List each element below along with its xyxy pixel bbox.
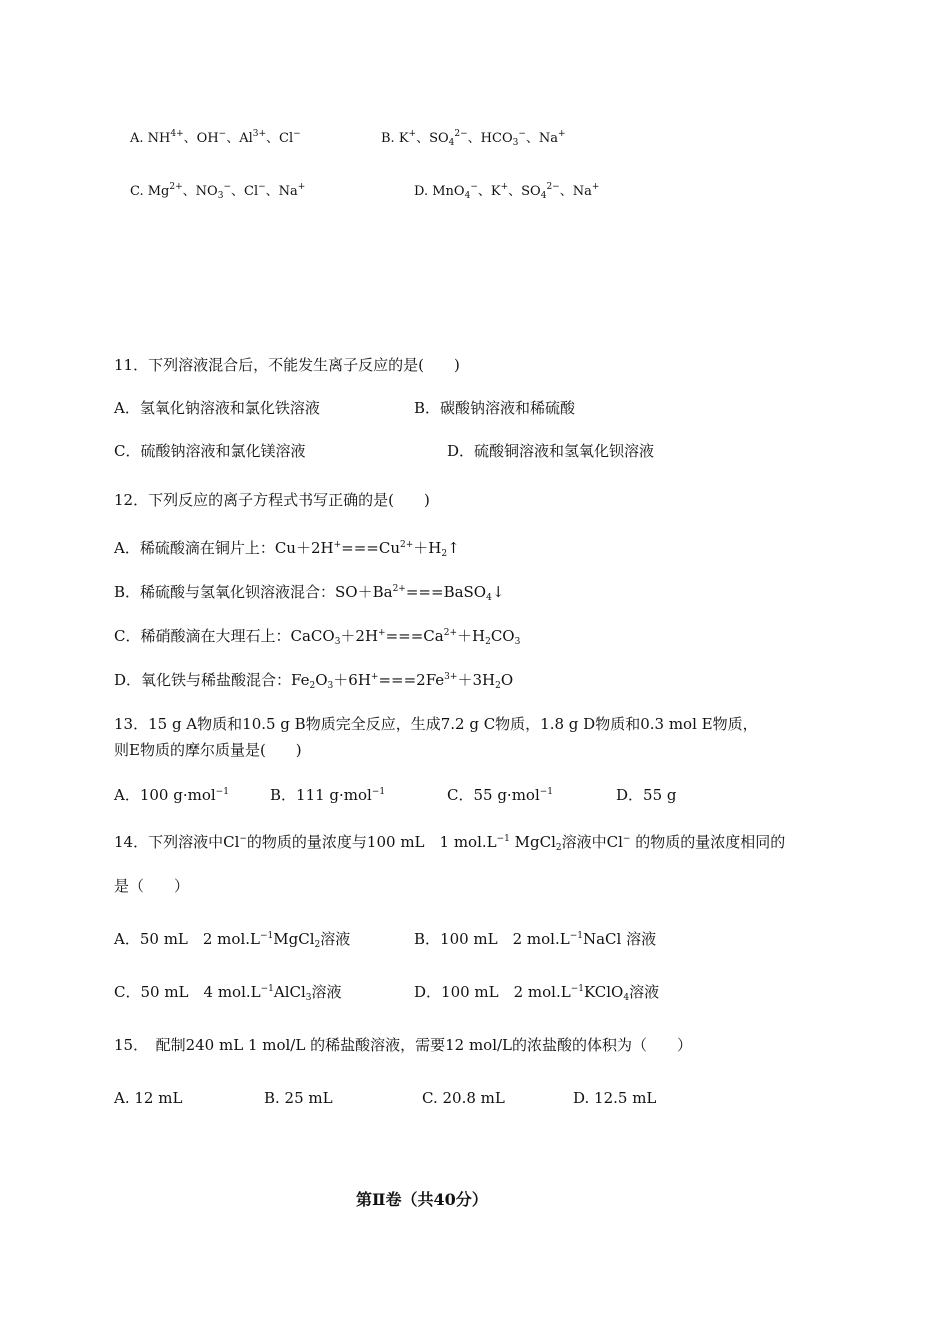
q15-option-c: C. 20.8 mL	[422, 1089, 505, 1107]
q10-option-b: B. K+、$SO_4^{2-}$、$HCO_3^-$、Na+	[381, 129, 566, 148]
q15-option-b: B. 25 mL	[264, 1089, 333, 1107]
q14-option-a: A．50 mL 2 $mol.L^{-1}MgCl_2$溶液	[114, 930, 351, 950]
q13-option-a: A．100 g·mol$^{-1}$	[114, 786, 229, 804]
q13-option-c: C．55 g·mol$^{-1}$	[447, 786, 554, 804]
q12-option-d: D．氧化铁与稀盐酸混合：$Fe_2O_3+6H^+===2Fe^{3+}+3H_2O$	[114, 671, 514, 691]
q11-option-d: D．硫酸铜溶液和氢氧化钡溶液	[447, 442, 655, 460]
q14-stem-line1: 14．下列溶液中Cl−的物质的量浓度与100 mL 1 $mol.L^{-1}$ MgCl$_2$溶液中Cl− 的物质的量浓度相同的	[114, 833, 786, 853]
q11-option-b: B．碳酸钠溶液和稀硫酸	[414, 399, 576, 417]
q12-option-a: A．稀硫酸滴在铜片上：$Cu+2H^+===Cu^{2+}+H_2↑$	[114, 539, 460, 559]
q14-option-d: D．100 mL 2 $mol.L^{-1}KClO_4$溶液	[414, 983, 660, 1003]
q14-stem-line2: 是（ ）	[114, 877, 190, 895]
q11-option-a: A．氢氧化钠溶液和氯化铁溶液	[114, 399, 320, 417]
section-title: 第Ⅱ卷（共40分）	[356, 1190, 488, 1209]
q15-option-d: D. 12.5 mL	[573, 1089, 657, 1107]
q14-option-c: C．50 mL 4 $mol.L^{-1}AlCl_3$溶液	[114, 983, 342, 1003]
q13-stem-line2: 则E物质的摩尔质量是( )	[114, 741, 302, 759]
q15-option-a: A. 12 mL	[114, 1089, 183, 1107]
q10-option-d: D. MnO$_4$−、K+、$SO_4^{2-}$、Na+	[414, 182, 600, 201]
q10-option-a: A. $NH^{4+}$、OH−、$Al^{3+}$、Cl−	[130, 129, 301, 146]
q13-option-d: D．55 g	[616, 786, 677, 804]
q14-option-b: B．100 mL 2 $mol.L^{-1}NaCl$ 溶液	[414, 930, 657, 948]
q12-option-b: B．稀硫酸与氢氧化钡溶液混合：$SO+Ba^{2+}===BaSO_4↓$	[114, 583, 505, 603]
q11-option-c: C．硫酸钠溶液和氯化镁溶液	[114, 442, 306, 460]
q12-stem: 12．下列反应的离子方程式书写正确的是( )	[114, 491, 430, 509]
q13-option-b: B．111 g·mol$^{-1}$	[270, 786, 386, 804]
q10-option-c: C. $Mg^{2+}$、$NO_3^-$、Cl−、Na+	[130, 182, 306, 201]
q15-stem: 15． 配制240 mL 1 mol/L 的稀盐酸溶液，需要12 mol/L的浓盐酸的体积为（ ）	[114, 1036, 693, 1054]
q13-stem-line1: 13．15 g A物质和10.5 g B物质完全反应，生成7.2 g C物质，1.8 g D物质和0.3 mol E物质，	[114, 715, 758, 733]
q12-option-c: C．稀硝酸滴在大理石上：$CaCO_3+2H^+===Ca^{2+}+H_2CO_3$	[114, 627, 521, 647]
q11-stem: 11．下列溶液混合后，不能发生离子反应的是( )	[114, 356, 460, 374]
